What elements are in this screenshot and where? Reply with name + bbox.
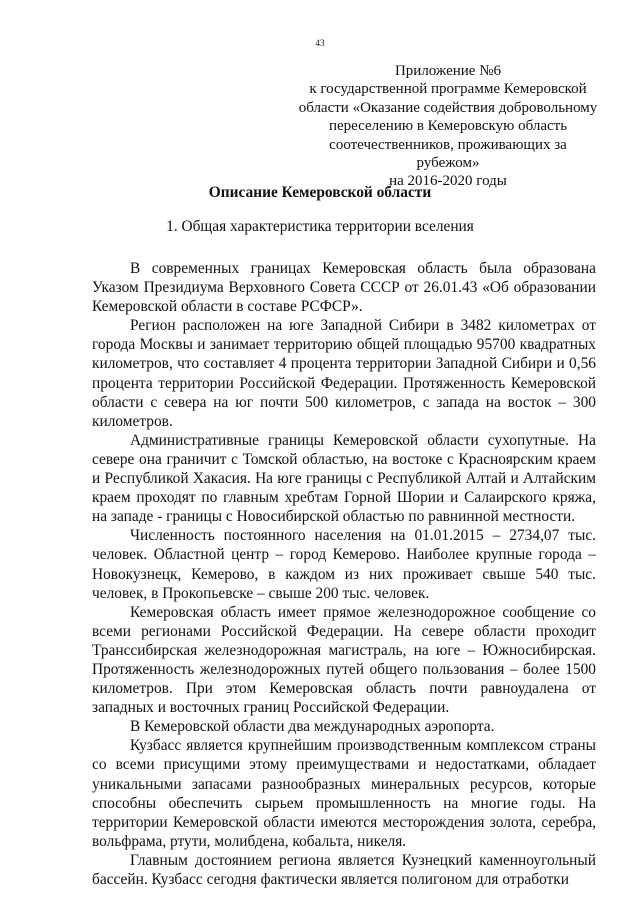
paragraph: Административные границы Кемеровской области сухопутные. На севере она граничит с Томской областью, на востоке с Красноярским краем и Республикой Хакасия. На юге границы с Республикой Алтай и Алтайским краем проходят по главным хребтам Горной Шории и Салаирского кряжа, на западе - границы с Новосибирской областью по равнинной местности. [92, 431, 596, 526]
document-title: Описание Кемеровской области [208, 184, 432, 201]
appendix-line: на 2016-2020 годы [389, 173, 507, 190]
appendix-line: соотечественников, проживающих за рубежом» [329, 136, 567, 172]
paragraph: Кемеровская область имеет прямое железнодорожное сообщение со всеми регионами Российской Федерации. На севере области проходит Транссибирская железнодорожная магистраль, на юге – Южносибирская. Протяженность железнодорожных путей общего пользования – более 1500 километров. При этом Кемеровская область почти равноудалена от западных и восточных границ Российской Федерации. [92, 603, 596, 717]
paragraph: Регион расположен на юге Западной Сибири в 3482 километрах от города Москвы и занимает территорию общей площадью 95700 квадратных километров, что составляет 4 процента территории Западной Сибири и 0,56 процента территории Российской Федерации. Протяженность Кемеровской области с севера на юг почти 500 километров, с запада на восток – 300 километров. [92, 317, 596, 430]
appendix-line: Приложение №6 [394, 63, 502, 79]
paragraph: Главным достоянием региона является Кузнецкий каменноугольный бассейн. Кузбасс сегодня фактически является полигоном для отработки [92, 851, 596, 888]
body-text [92, 259, 596, 889]
appendix-line: переселению в Кемеровскую область [328, 118, 568, 135]
appendix-line: к государственной программе Кемеровской [309, 81, 587, 98]
paragraph: Кузбасс является крупнейшим производственным комплексом страны со всеми присущими этому преимуществами и недостатками, обладает уникальными запасами разнообразных минеральных ресурсов, которые способны обеспечить сырьем промышленность на многие годы. На территории Кемеровской области имеются месторождения золота, серебра, вольфрама, ртути, молибдена, кобальта, никеля. [92, 737, 596, 850]
paragraph: В Кемеровской области два международных аэропорта. [130, 718, 495, 736]
paragraph: Численность постоянного населения на 01.01.2015 – 2734,07 тыс. человек. Областной центр – город Кемерово. Наиболее крупные города – Новокузнецк, Кемерово, в каждом из них проживает свыше 540 тыс. человек, в Прокопьевске – свыше 200 тыс. человек. [92, 527, 596, 602]
appendix-block [298, 62, 598, 191]
paragraph: В современных границах Кемеровская область была образована Указом Президиума Верховного Совета СССР от 26.01.43 «Об образовании Кемеровской области в составе РСФСР». [92, 260, 596, 316]
appendix-line: области «Оказание содействия добровольному [298, 99, 598, 116]
page-number: 43 [315, 38, 325, 48]
section-heading: 1. Общая характеристика территории вселения [166, 218, 474, 235]
